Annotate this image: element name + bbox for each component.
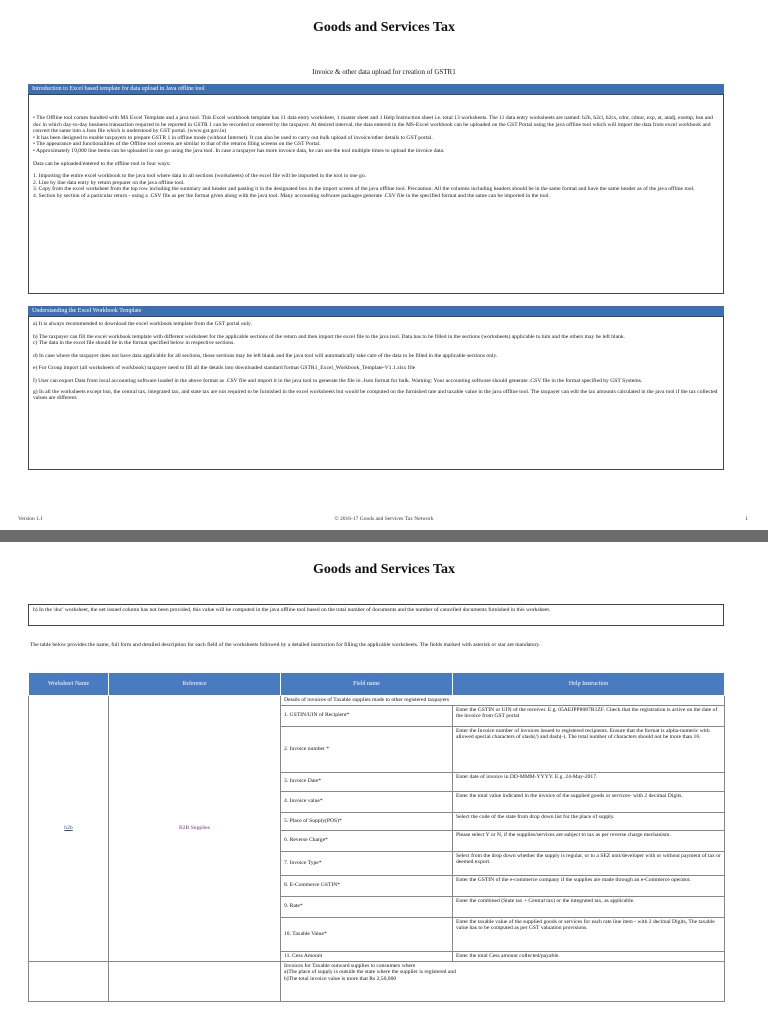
understanding-item: c) The data in the excel file should be in the format specified below in respective sections. (33, 340, 235, 347)
help-instruction: Enter date of invoice in DD-MMM-YYYY. E.g. 24-May-2017. (453, 772, 725, 791)
b2cl-description-line: b)The total invoice value is more that Rs 2,50,000 (284, 975, 397, 982)
worksheet-name[interactable]: b2b (64, 825, 73, 831)
field-name: 3. Invoice Date* (281, 772, 453, 791)
table-intro: The table below provides the name, full form and detailed description for each field of the worksheets followed by a detailed instruction for filling the applicable worksheets. The fields marked with asterisk or star are mandatory. (30, 642, 541, 648)
help-instruction: Enter the GSTIN of the e-commerce company if the supplies are made through an e-Commerce operator. (453, 875, 725, 896)
upload-way-item: 2. Line by line data entry by return preparer on the java offline tool. (33, 179, 185, 186)
footer-page-number: 1 (745, 516, 748, 522)
note-h-text: h) In the 'doc' worksheet, the net issued column has not been provided, this value will be computed in the java offline tool based on the total number of documents and the number of cancelled documents furnished in this worksheet. (33, 607, 551, 613)
document-page-2 (0, 542, 768, 1024)
note-h-box (28, 604, 724, 626)
b2b-description: Details of invoices of Taxable supplies made to other registered taxpayers (281, 696, 725, 706)
column-header-reference: Reference (109, 673, 281, 696)
field-name: 6. Reverse Charge* (281, 830, 453, 851)
field-name: 1. GSTIN/UIN of Recipient* (281, 705, 453, 726)
page-title: Goods and Services Tax (313, 20, 455, 35)
intro-paragraph: • Approximately 19,000 line items can be uploaded in one go using the java tool. In case a taxpayer has more invoice data, he can use the tool multiple times to upload the invoice data. (33, 147, 445, 154)
upload-way-item: 1. Importing the entire excel workbook to the java tool where data in all sections (worksheets) of the excel file will be imported in the tool in one go. (33, 173, 367, 180)
help-instruction: Enter the total value indicated in the invoice of the supplied goods or services- with 2 decimal Digits. (453, 791, 725, 812)
field-name: 10. Taxable Value* (281, 917, 453, 951)
b2cl-description-line: Invoices for Taxable outward supplies to consumers where (284, 962, 416, 969)
help-instruction: Enter the total Cess amount collected/payable. (453, 951, 725, 961)
help-instruction: Enter the combined (State tax + Central tax) or the integrated tax, as applicable. (453, 896, 725, 917)
field-name: 7. Invoice Type* (281, 851, 453, 875)
field-name: 11. Cess Amount (281, 951, 453, 961)
intro-paragraph: • The Offline tool comes bundled with MS Excel Template and a java tool. This Excel workbook template has 11 data entry worksheet, 1 master sheet and 1 Help Instruction sheet i.e. total 13 worksheets. The 11 data entry worksheets are named: b2b, b2cl, b2cs, cdnr, cdnur, exp, at, atadj, exemp, hsn and doc in which day-to-day business transaction required to be reported in GSTR 1 can be recorded or entered by the taxpayer. At desired interval, the data entered in the MS-Excel workbook can be uploaded on the GST Portal using the java offline tool which will import the data from excel workbook and convert the same into a Json file which is understood by GST portal. (www.gst.gov.in) (33, 115, 713, 135)
understanding-item: a) It is always recommended to download the excel workbook template from the GST portal only. (33, 321, 252, 327)
section-header-introduction: Introduction to Excel based template for data upload in Java offline tool (28, 84, 724, 94)
help-instruction: Select from the drop down whether the supply is regular, or to a SEZ unit/developer with or without payment of tax or deemed export. (453, 851, 725, 875)
upload-ways-intro: Data can be uploaded/entered to the offline tool in four ways: (33, 160, 171, 167)
column-header-worksheet: Worksheet Name (29, 673, 109, 696)
reference-cell-empty (109, 961, 281, 1001)
field-name: 9. Rate* (281, 896, 453, 917)
reference-b2b: B2B Supplies (109, 696, 281, 962)
understanding-item: b) The taxpayer can fill the excel workbook template with different worksheet for the applicable sections of the return and then import the excel file to the java tool. Data has to be filled in the sections (worksheets) applicable to him and the others may be left blank. (33, 333, 626, 340)
table-header-row (29, 673, 725, 696)
footer-version: Version 1.1 (18, 516, 44, 522)
upload-way-item: 4. Section by section of a particular return - using a .CSV file as per the format given along with the java tool. Many accounting software packages generate .CSV file in the specified format and the same can be imported in the tool. (33, 192, 550, 199)
help-instruction: Enter the GSTIN or UIN of the receiver. E.g. 05AEJPP8087R1ZF. Check that the registration is active on the date of the invoice from GST portal (453, 705, 725, 726)
b2cl-description-line: a)The place of supply is outside the state where the supplier is registered and (284, 969, 456, 976)
table-row (29, 696, 725, 706)
field-name: 8. E-Commerce GSTIN* (281, 875, 453, 896)
help-instruction: Select the code of the state from drop down list for the place of supply. (453, 812, 725, 830)
field-name: 4. Invoice value* (281, 791, 453, 812)
help-instruction: Please select Y or N, if the supplies/services are subject to tax as per reverse charge mechanism. (453, 830, 725, 851)
introduction-box (28, 94, 724, 294)
worksheet-cell-empty (29, 961, 109, 1001)
field-name: 5. Place of Supply(POS)* (281, 812, 453, 830)
intro-paragraph: • The appearance and functionalities of the Offline tool screens are similar to that of the returns filing screens on the GST Portal. (33, 141, 321, 148)
help-instruction: Enter the Invoice number of invoices issued to registered recipients. Ensure that the format is alpha-numeric with allowed special characters of slash(/) and dash(-). The total number of characters should not be more than 16. (453, 726, 725, 772)
understanding-box (28, 316, 724, 470)
understanding-item: f) User can export Data from local accounting software loaded in the above format as .CSV file and import it in the java tool to generate the file in .Json format for bulk. Warning: Your accounting software should generate .CSV file in the format specified by GST Systems. (33, 377, 643, 384)
help-instruction: Enter the taxable value of the supplied goods or services for each rate line item - with 2 decimal Digits, The taxable value has to be computed as per GST valuation provisions. (453, 917, 725, 951)
field-name: 2. Invoice number * (281, 726, 453, 772)
understanding-item: d) In case where the taxpayer does not have data applicable for all sections, those sections may be left blank and the java tool will automatically take care of the data to be filled in the applicable sections only. (33, 352, 498, 359)
upload-way-item: 3. Copy from the excel worksheet from the top row including the summary and header and pasting it in the designated box in the import screen of the java offline tool. Precaution: All the columns including headers should be in the same format and have the same header as of the java offline tool. (33, 186, 695, 193)
intro-paragraph: • It has been designed to enable taxpayers to prepare GSTR 1 in offline mode (without Internet). It can also be used to carry out bulk upload of invoice/other details to GST portal. (33, 134, 433, 141)
page-subtitle: Invoice & other data upload for creation of GSTR1 (312, 68, 456, 76)
footer-copyright: © 2016-17 Goods and Services Tax Network (334, 516, 434, 522)
section-header-understanding: Understanding the Excel Workbook Template (28, 306, 724, 316)
understanding-item: g) In all the worksheets except hsn, the central tax, integrated tax, and state tax are not required to be furnished in the excel worksheets but would be computed on the furnished rate and taxable value in the java offline tool. The taxpayer can edit the tax amounts calculated in the java tool if the tax collected values are different. (33, 388, 718, 402)
page-title: Goods and Services Tax (313, 562, 455, 577)
column-header-field: Field name (281, 673, 453, 696)
understanding-item: e) For Group import (all worksheets of workbook) taxpayer need to fill all the details into downloaded standard format GSTR1_Excel_Workbook_Template-V1.1.xlsx file (33, 365, 416, 372)
b2cl-description (281, 961, 725, 1001)
column-header-help: Help Instruction (453, 673, 725, 696)
help-instruction-table (28, 672, 725, 1002)
worksheet-link-b2b[interactable] (29, 696, 109, 962)
table-row (29, 961, 725, 1001)
